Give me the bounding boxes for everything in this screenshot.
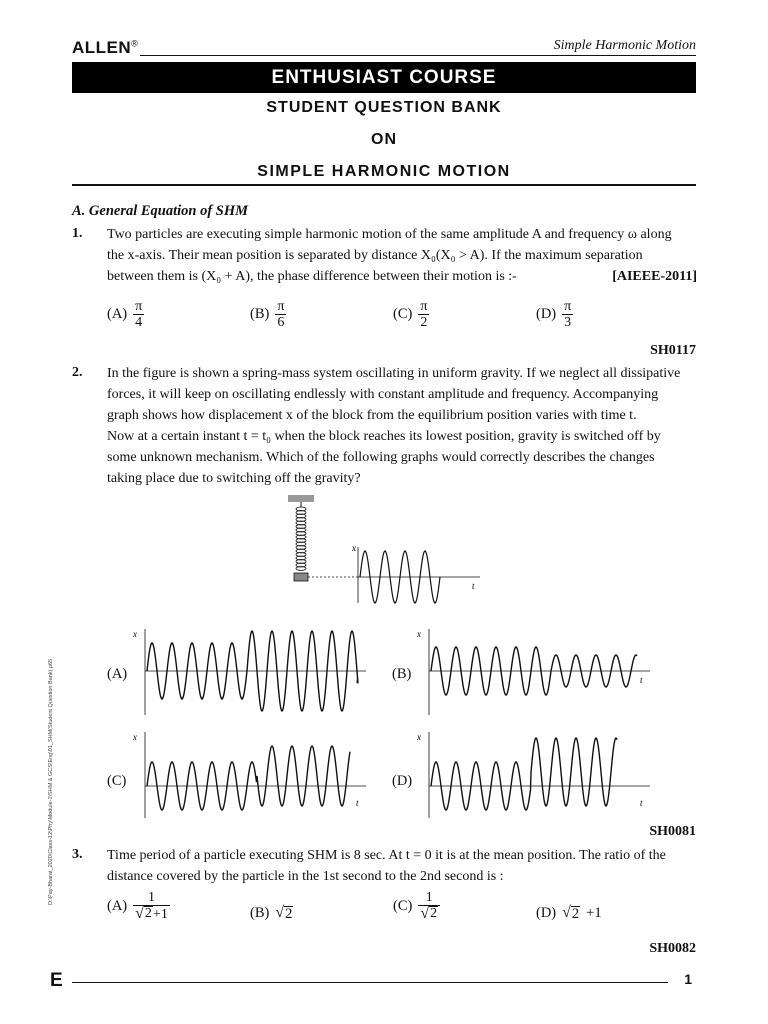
graph-c-wave — [147, 746, 350, 810]
axis-label-t: t — [356, 798, 359, 808]
question-line: between them is (X₀ + A), the phase difference between their motion is :- — [107, 269, 517, 284]
exam-tag: [AIEEE-2011] — [612, 269, 697, 284]
option-label: (D) — [536, 904, 557, 921]
question-line: forces, it will keep on oscillating endlessly with constant amplitude and frequency. Accompanying — [107, 387, 659, 402]
fraction: 1 √ 2 — [418, 890, 440, 922]
file-path-vertical: D:\Pay-Bharat_2020\Class-12\Phy\Module-1\SHM & GCS\Eng\01_SHM(Student Question Bank).p65 — [48, 658, 54, 905]
spring-coil — [296, 507, 306, 571]
running-title: Simple Harmonic Motion — [553, 38, 696, 53]
option-label: (A) — [107, 306, 128, 322]
axis-label-x: x — [352, 543, 356, 553]
question-line: graph shows how displacement x of the block from the equilibrium position varies with time t. — [107, 408, 637, 423]
question-code: SH0117 — [650, 343, 696, 358]
question-code: SH0082 — [649, 941, 696, 956]
axis-label-x: x — [133, 732, 137, 742]
ceiling-support — [288, 495, 314, 502]
option-label: (D) — [536, 306, 557, 322]
graph-option-d-label[interactable]: (D) — [392, 773, 413, 789]
question-line: the x-axis. Their mean position is separated by distance X₀(X₀ > A). If the maximum separation — [107, 248, 643, 263]
edition-mark: E — [50, 970, 63, 991]
axis-label-t: t — [356, 675, 359, 685]
question-code: SH0081 — [649, 824, 696, 839]
option-label: (A) — [107, 897, 128, 914]
option-b[interactable] — [250, 904, 293, 922]
fraction: $\frac{\pi}{2}$ — [420, 299, 428, 330]
question-2-text — [107, 363, 697, 489]
spring-mass-figure — [280, 495, 490, 605]
header-rule — [140, 55, 696, 56]
question-number: 3. — [72, 847, 83, 862]
graph-option-c-label[interactable]: (C) — [107, 773, 127, 789]
title-rule — [72, 184, 696, 186]
title-line-1: STUDENT QUESTION BANK — [266, 99, 502, 116]
graph-option-c[interactable] — [128, 728, 378, 823]
course-banner: ENTHUSIAST COURSE — [72, 62, 696, 93]
fraction: 1 √ 2 +1 — [135, 890, 168, 922]
option-label: (B) — [250, 904, 270, 921]
question-line: Now at a certain instant t = t₀ when the block reaches its lowest position, gravity is switched off by — [107, 429, 661, 444]
question-line: In the figure is shown a spring-mass system oscillating in uniform gravity. If we neglect all dissipative — [107, 366, 681, 381]
graph-option-a-label[interactable]: (A) — [107, 666, 128, 682]
question-line: Time period of a particle executing SHM is 8 sec. At t = 0 it is at the mean position. The ratio of the — [107, 848, 666, 863]
fraction: $\frac{\pi}{4}$ — [135, 299, 143, 330]
allen-logo: ALLEN® — [72, 38, 139, 57]
axis-label-x: x — [417, 732, 421, 742]
mass-block — [294, 573, 308, 581]
title-line-2: ON — [371, 131, 397, 148]
option-label: (C) — [393, 306, 413, 322]
option-a[interactable] — [107, 890, 170, 922]
question-number: 2. — [72, 365, 83, 380]
question-line: Two particles are executing simple harmonic motion of the same amplitude A and frequency ω along — [107, 227, 672, 242]
option-d[interactable] — [536, 299, 573, 330]
option-b[interactable] — [250, 299, 286, 330]
fraction: $\frac{\pi}{6}$ — [277, 299, 285, 330]
option-label: (B) — [250, 306, 270, 322]
option-c[interactable] — [393, 299, 429, 330]
question-1-text — [107, 224, 697, 287]
axis-label-x: x — [417, 629, 421, 639]
axis-label-t: t — [640, 798, 643, 808]
question-line: taking place due to switching off the gravity? — [107, 471, 361, 486]
option-label: (C) — [393, 897, 413, 914]
option-d[interactable]: (D) √ 2 +1 — [536, 904, 602, 922]
graph-option-b[interactable] — [412, 625, 662, 720]
question-number: 1. — [72, 226, 83, 241]
axis-label-x: x — [133, 629, 137, 639]
graph-d-wave — [431, 738, 617, 810]
question-3-text — [107, 845, 697, 887]
graph-option-d[interactable] — [412, 728, 662, 823]
page-number: 1 — [684, 971, 692, 987]
footer-rule — [72, 982, 668, 983]
question-line: distance covered by the particle in the 1st second to the 2nd second is : — [107, 869, 504, 884]
section-heading: A. General Equation of SHM — [72, 203, 249, 219]
graph-option-a[interactable] — [128, 625, 378, 720]
square-root: √ 2 — [562, 904, 580, 922]
axis-label-t: t — [472, 581, 475, 591]
axis-label-t: t — [640, 675, 643, 685]
fraction: $\frac{\pi}{3}$ — [564, 299, 572, 330]
question-line: some unknown mechanism. Which of the following graphs would correctly describes the changes — [107, 450, 655, 465]
title-line-3: SIMPLE HARMONIC MOTION — [257, 163, 511, 180]
graph-option-b-label[interactable]: (B) — [392, 666, 412, 682]
option-a[interactable] — [107, 299, 144, 330]
square-root: √ 2 — [275, 904, 293, 922]
option-c[interactable] — [393, 890, 440, 922]
